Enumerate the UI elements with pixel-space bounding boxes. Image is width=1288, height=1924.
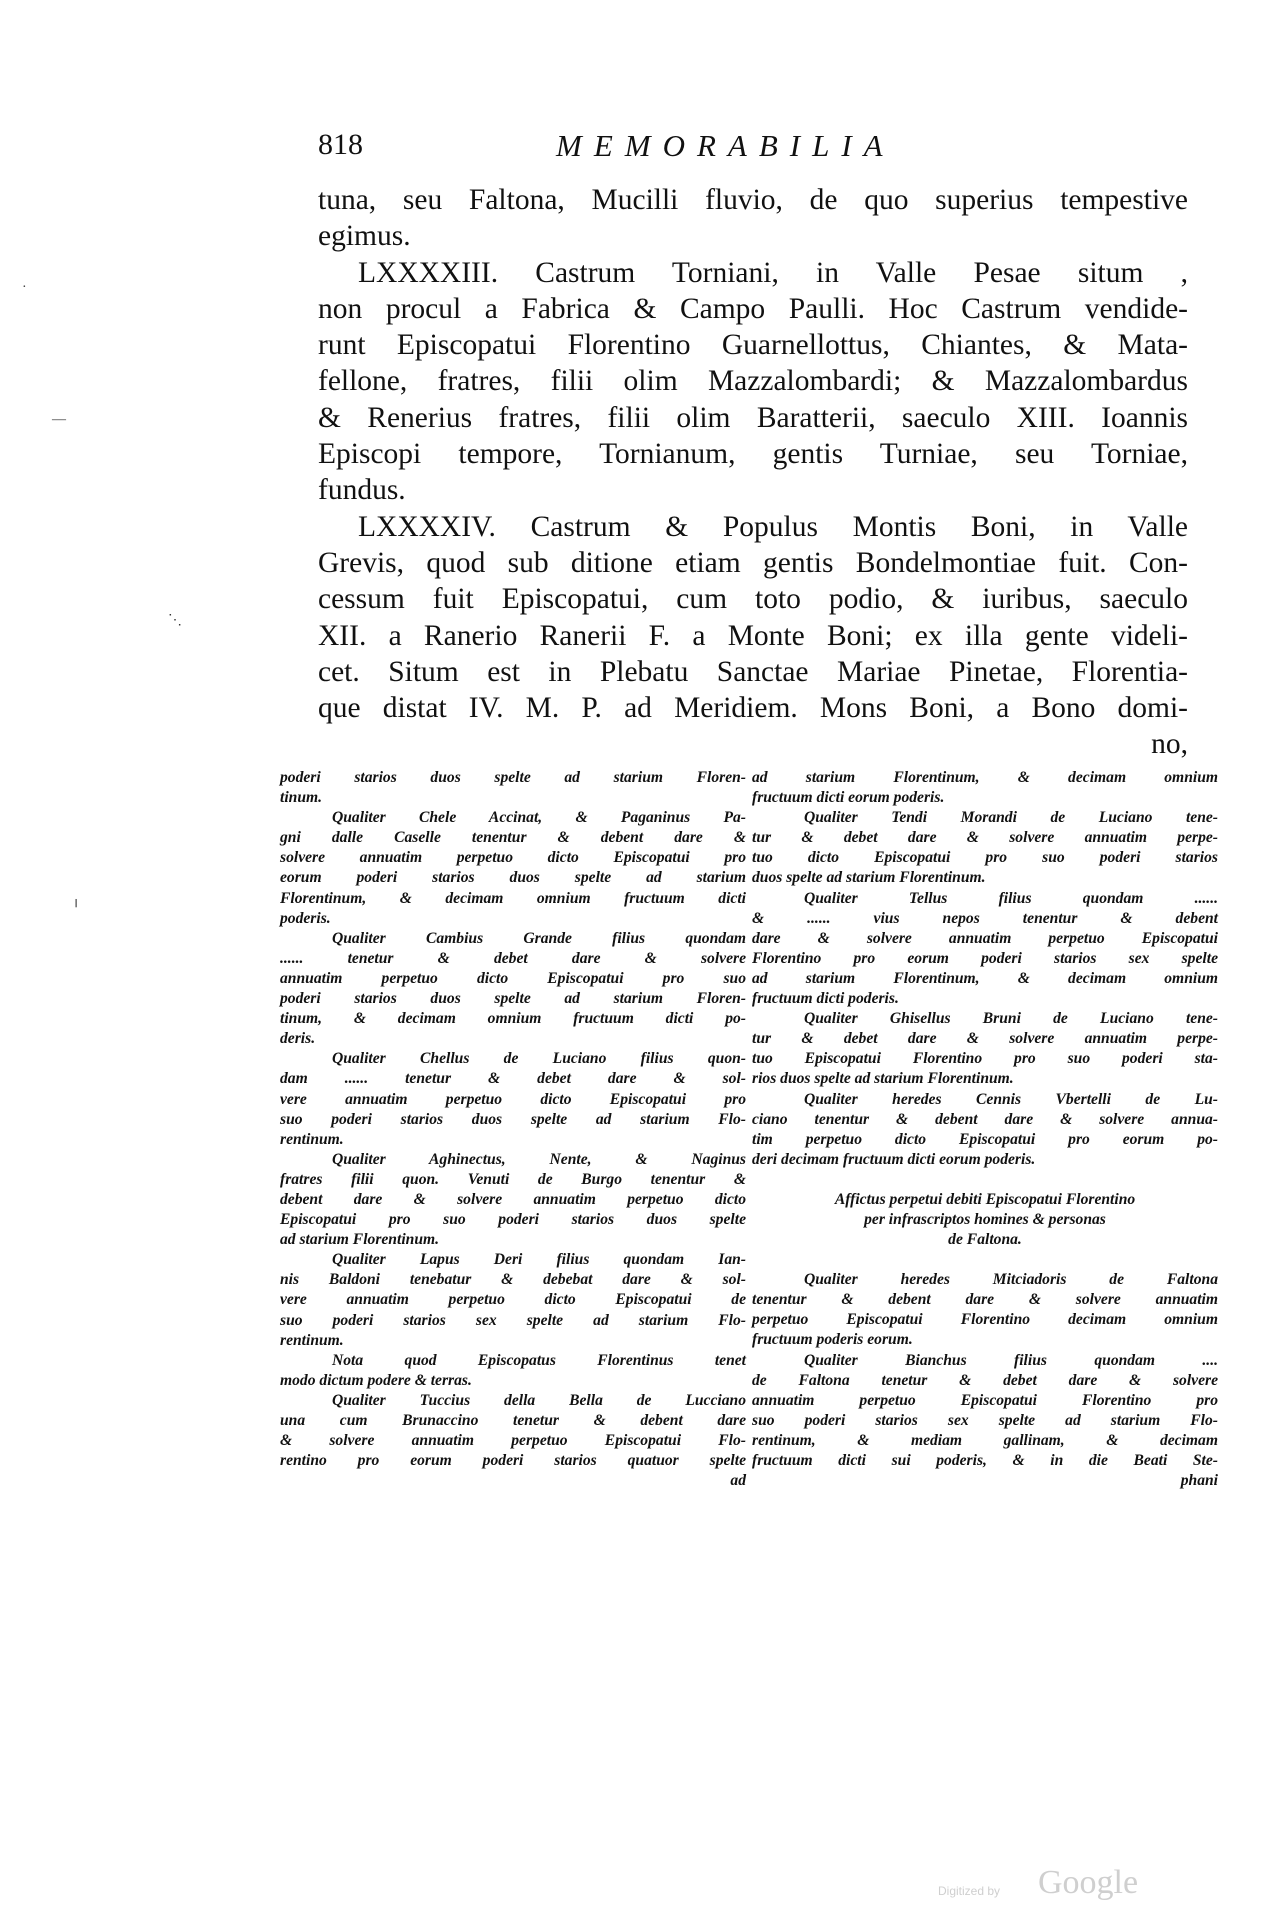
main-text — [318, 182, 1188, 763]
text-line: LXXXXIV. Castrum & Populus Montis Boni, in Valle — [358, 510, 1188, 543]
column-line: fructuum poderis eorum. — [752, 1331, 913, 1349]
column-line: deri decimam fructuum dicti eorum poderis. — [752, 1150, 1036, 1168]
column-line: Florentino pro eorum poderi starios sex spelte — [752, 949, 1218, 967]
section-heading: per infrascriptos homines & personas — [864, 1210, 1106, 1228]
column-line: debent dare & solvere annuatim perpetuo dicto — [280, 1190, 746, 1208]
column-line: Florentinum, & decimam omnium fructuum dicti — [280, 889, 746, 907]
column-line: perpetuo Episcopatui Florentino decimam omnium — [752, 1311, 1218, 1329]
text-line: LXXXXIII. Castrum Torniani, in Valle Pesae situm , — [358, 256, 1188, 289]
google-logo: Google — [1038, 1864, 1139, 1901]
column-line: fructuum dicti eorum poderis. — [752, 789, 945, 807]
text-line: tuna, seu Faltona, Mucilli fluvio, de quo superius tempestive — [318, 184, 1188, 216]
column-line: ad starium Florentinum, & decimam omnium — [752, 969, 1218, 987]
column-line: ...... tenetur & debet dare & solvere — [280, 949, 746, 967]
column-line: Qualiter Ghisellus Bruni de Luciano tene- — [804, 1010, 1218, 1028]
text-line: que distat IV. M. P. ad Meridiem. Mons Boni, a Bono domi- — [318, 692, 1188, 725]
column-line: ad starium Florentinum, & decimam omnium — [752, 769, 1218, 786]
column-line: Episcopatui pro suo poderi starios duos spelte — [280, 1211, 746, 1229]
page-header — [318, 128, 938, 172]
footnote-column-left — [280, 768, 746, 1491]
text-line: fellone, fratres, filii olim Mazzalombardi; & Mazzalombardus — [318, 365, 1188, 398]
column-line: & ...... vius nepos tenentur & debent — [752, 909, 1218, 927]
page-number: 818 — [318, 128, 363, 161]
column-line: gni dalle Caselle tenentur & debent dare & — [280, 829, 746, 847]
margin-speck: ╵ — [72, 901, 81, 916]
column-line: vere annuatim perpetuo dicto Episcopatui de — [280, 1291, 746, 1309]
column-line: tinum, & decimam omnium fructuum dicti po- — [280, 1010, 746, 1028]
column-line: modo dictum podere & terras. — [280, 1371, 472, 1389]
column-line: rios duos spelte ad starium Florentinum. — [752, 1070, 1014, 1088]
column-line: tinum. — [280, 789, 323, 807]
column-line: eorum poderi starios duos spelte ad starium — [280, 869, 746, 887]
column-line: fructuum dicti sui poderis, & in die Beati Ste- — [752, 1452, 1218, 1469]
text-line: cet. Situm est in Plebatu Sanctae Mariae Pinetae, Florentia- — [318, 655, 1188, 688]
column-line: tur & debet dare & solvere annuatim perpe- — [752, 1030, 1218, 1048]
section-heading: Affictus perpetui debiti Episcopatui Florentino — [834, 1190, 1136, 1208]
column-line: nis Baldoni tenebatur & debebat dare & sol- — [280, 1271, 746, 1289]
column-line: duos spelte ad starium Florentinum. — [752, 869, 986, 887]
column-line: Qualiter heredes Cennis Vbertelli de Lu- — [804, 1090, 1218, 1108]
text-line: non procul a Fabrica & Campo Paulli. Hoc Castrum vendide- — [318, 292, 1188, 325]
column-line: una cum Brunaccino tenetur & debent dare — [280, 1412, 746, 1429]
column-line: rentinum. — [280, 1130, 344, 1148]
column-line: rentinum, & mediam gallinam, & decimam — [752, 1431, 1218, 1449]
column-line: suo poderi starios duos spelte ad starium Flo- — [280, 1110, 746, 1128]
column-line: deris. — [280, 1030, 316, 1048]
column-line: Qualiter Tendi Morandi de Luciano tene- — [804, 809, 1218, 827]
watermark-small-text: Digitized by — [938, 1884, 1001, 1898]
column-line: annuatim perpetuo Episcopatui Florentino pro — [752, 1391, 1218, 1409]
column-line: poderi starios duos spelte ad starium Floren- — [280, 769, 746, 786]
column-line: tuo Episcopatui Florentino pro suo poderi sta- — [752, 1050, 1218, 1068]
text-line: cessum fuit Episcopatui, cum toto podio, & iuribus, saeculo — [318, 583, 1188, 616]
column-line: dare & solvere annuatim perpetuo Episcopatui — [752, 929, 1218, 947]
column-line: Qualiter Tuccius della Bella de Lucciano — [332, 1391, 746, 1409]
column-gap — [752, 1170, 1218, 1190]
column-line: Qualiter heredes Mitciadoris de Faltona — [804, 1271, 1218, 1289]
margin-speck: · — [22, 280, 27, 295]
column-line: fructuum dicti poderis. — [752, 990, 899, 1008]
column-line: poderi starios duos spelte ad starium Floren- — [280, 990, 746, 1008]
catchword: no, — [1151, 728, 1188, 761]
column-line: Qualiter Cambius Grande filius quondam — [332, 929, 746, 947]
column-catchword: phani — [1180, 1472, 1218, 1490]
column-line: vere annuatim perpetuo dicto Episcopatui pro — [280, 1090, 746, 1108]
column-line: suo poderi starios sex spelte ad starium Flo- — [752, 1411, 1218, 1429]
column-line: tim perpetuo dicto Episcopatui pro eorum po- — [752, 1130, 1218, 1148]
column-line: & solvere annuatim perpetuo Episcopatui Flo- — [280, 1432, 746, 1450]
column-gap — [752, 1250, 1218, 1270]
column-line: dam ...... tenetur & debet dare & sol- — [280, 1070, 746, 1088]
column-line: poderis. — [280, 909, 331, 927]
margin-speck: ⋱ — [168, 613, 182, 628]
text-line: & Renerius fratres, filii olim Baratterii, saeculo XIII. Ioannis — [318, 401, 1188, 434]
column-line: fratres filii quon. Venuti de Burgo tenentur & — [280, 1170, 746, 1188]
column-line: ad starium Florentinum. — [280, 1231, 440, 1249]
section-heading: de Faltona. — [948, 1231, 1022, 1249]
column-line: tur & debet dare & solvere annuatim perpe- — [752, 829, 1218, 847]
text-line: fundus. — [318, 474, 406, 507]
column-line: de Faltona tenetur & debet dare & solvere — [752, 1371, 1218, 1389]
column-line: annuatim perpetuo dicto Episcopatui pro suo — [280, 969, 746, 987]
text-line: XII. a Ranerio Ranerii F. a Monte Boni; ex illa gente videli- — [318, 619, 1188, 652]
text-line: Grevis, quod sub ditione etiam gentis Bondelmontiae fuit. Con- — [318, 546, 1188, 579]
column-line: Qualiter Bianchus filius quondam .... — [804, 1351, 1218, 1369]
footnote-column-right — [752, 768, 1218, 1491]
column-catchword: ad — [730, 1472, 746, 1490]
column-line: tuo dicto Episcopatui pro suo poderi starios — [752, 849, 1218, 867]
column-line: solvere annuatim perpetuo dicto Episcopatui pro — [280, 849, 746, 867]
column-line: Qualiter Lapus Deri filius quondam Ian- — [332, 1251, 746, 1269]
column-line: Qualiter Chellus de Luciano filius quon- — [332, 1050, 746, 1068]
margin-speck: ― — [52, 412, 66, 427]
column-line: ciano tenentur & debent dare & solvere annua- — [752, 1110, 1218, 1128]
text-line: egimus. — [318, 220, 411, 253]
column-line: Nota quod Episcopatus Florentinus tenet — [332, 1351, 746, 1369]
column-line: rentino pro eorum poderi starios quatuor spelte — [280, 1452, 746, 1470]
text-line: runt Episcopatui Florentino Guarnellottus, Chiantes, & Mata- — [318, 329, 1188, 362]
column-line: Qualiter Chele Accinat, & Paganinus Pa- — [332, 809, 746, 827]
column-line: rentinum. — [280, 1331, 344, 1349]
running-head: MEMORABILIA — [556, 128, 895, 163]
text-line: Episcopi tempore, Tornianum, gentis Turniae, seu Torniae, — [318, 438, 1188, 471]
column-line: Qualiter Aghinectus, Nente, & Naginus — [332, 1150, 746, 1168]
column-line: Qualiter Tellus filius quondam ...... — [804, 889, 1218, 907]
column-line: suo poderi starios sex spelte ad starium Flo- — [280, 1311, 746, 1329]
digitization-watermark — [938, 1864, 1188, 1904]
column-line: tenentur & debent dare & solvere annuatim — [752, 1291, 1218, 1309]
